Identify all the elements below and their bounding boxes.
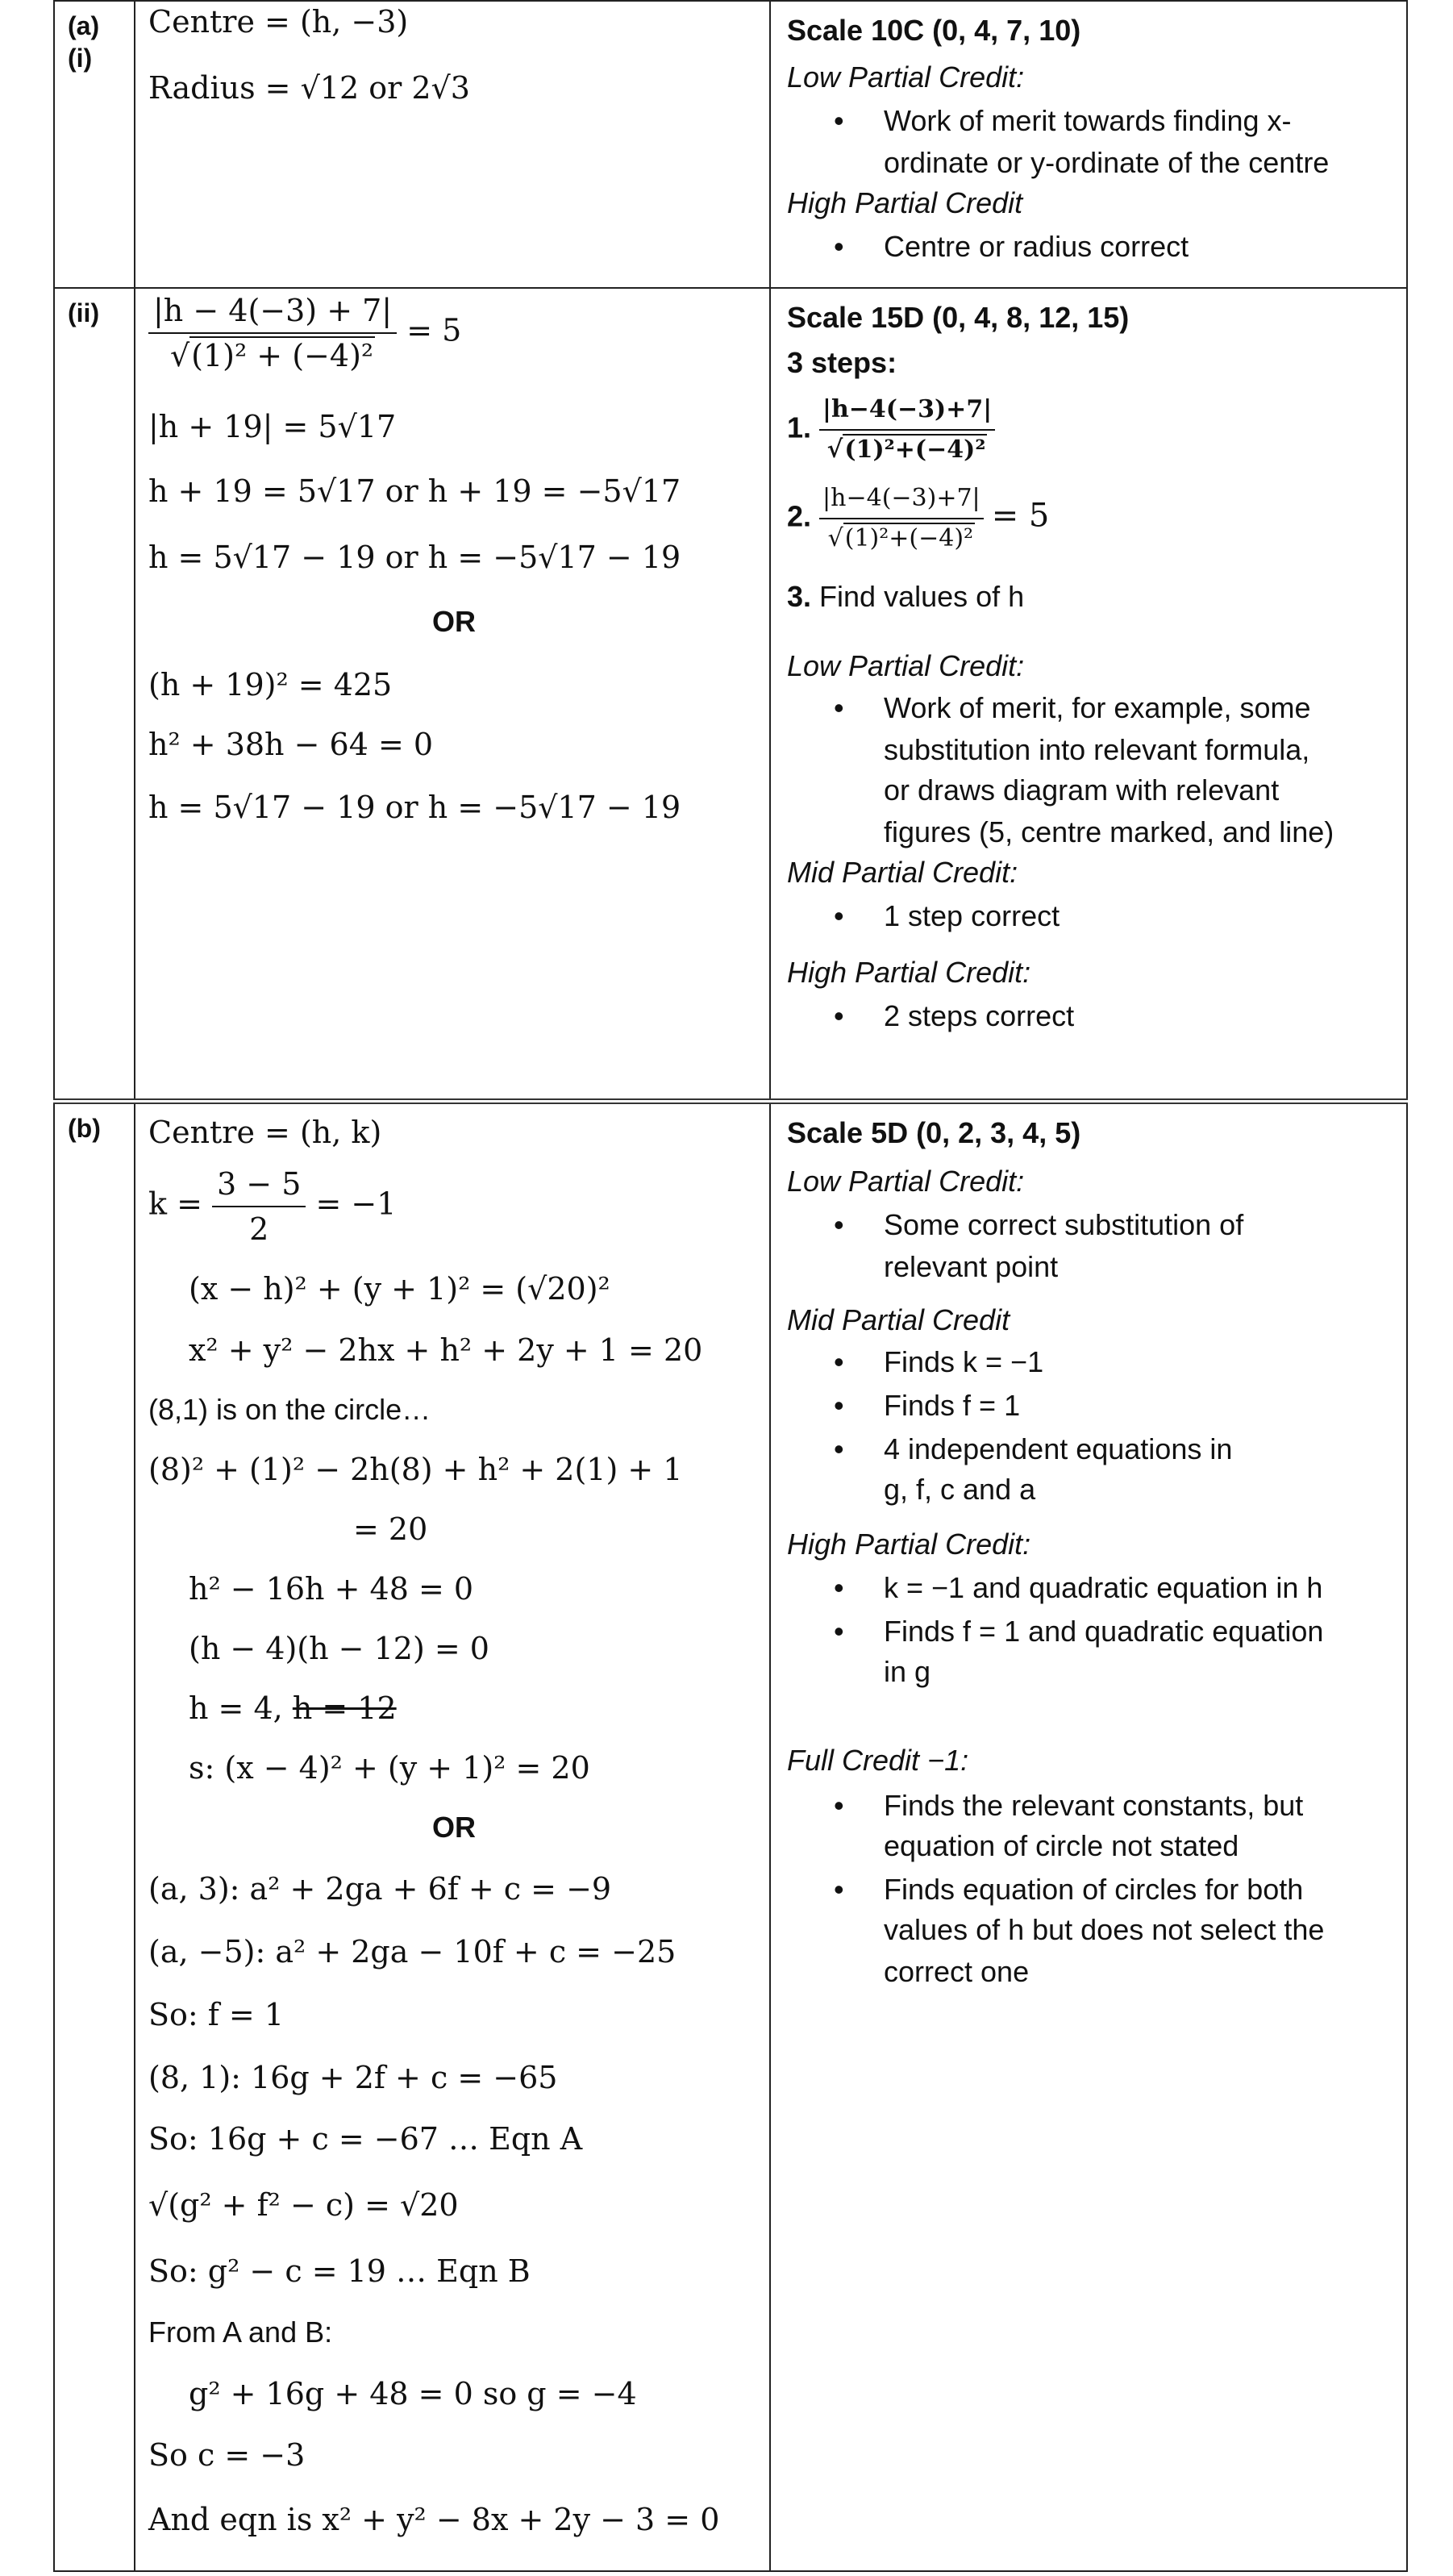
low-credit-heading: Low Partial Credit: [787, 1165, 1025, 1198]
sol-line: s: (x − 4)² + (y + 1)² = 20 [189, 1750, 590, 1786]
sol-line: (8,1) is on the circle… [148, 1393, 431, 1426]
sol-line: (8)² + (1)² − 2h(8) + h² + 2(1) + 1 [148, 1452, 683, 1487]
bullet-item: • Work of merit towards finding x- [884, 103, 1292, 139]
bullet-item: • Finds the relevant constants, but [884, 1788, 1303, 1824]
bullet-item: • 2 steps correct [884, 998, 1074, 1034]
sol-line: √(g² + f² − c) = √20 [148, 2187, 459, 2223]
bullet-item: • Finds k = −1 [884, 1344, 1043, 1380]
low-credit-heading: Low Partial Credit: [787, 649, 1025, 682]
mid-credit-heading: Mid Partial Credit: [787, 856, 1018, 889]
distance-fraction: $\frac{|h - 4(-3) + 7|}{\text{√(1)² + (−4)²}}$ = 5 [148, 292, 461, 374]
step-1: 1. $\frac{|h-4(-3)+7|}{\text{√(1)²+(−4)²}}$ [787, 392, 995, 468]
sol-line: h = 5√17 − 19 or h = −5√17 − 19 [148, 790, 681, 825]
solution-a-i [135, 1, 770, 288]
bullet-continuation: figures (5, centre marked, and line) [884, 815, 1334, 848]
bullet-continuation: or draws diagram with relevant [884, 773, 1280, 807]
sol-line: Centre = (h, −3) [148, 4, 409, 40]
bullet-item: • 1 step correct [884, 898, 1060, 934]
marks-a-ii [770, 288, 1407, 1102]
sol-line: (a, 3): a² + 2ga + 6f + c = −9 [148, 1871, 612, 1907]
sol-line: So: 16g + c = −67 … Eqn A [148, 2121, 583, 2157]
marks-a-i [770, 1, 1407, 288]
sol-line: h² + 38h − 64 = 0 [148, 727, 434, 762]
bullet-continuation: equation of circle not stated [884, 1829, 1239, 1862]
sol-line: (h + 19)² = 425 [148, 667, 393, 702]
row-a-i [54, 1, 1407, 288]
sol-line: g² + 16g + 48 = 0 so g = −4 [189, 2376, 637, 2411]
sol-line: |h + 19| = 5√17 [148, 409, 397, 444]
sol-line: = 20 [353, 1511, 428, 1547]
scale-heading: Scale 15D (0, 4, 8, 12, 15) [787, 301, 1130, 334]
low-credit-heading: Low Partial Credit: [787, 60, 1025, 94]
sol-line: (h − 4)(h − 12) = 0 [189, 1631, 489, 1666]
row-b [54, 1102, 1407, 2572]
sol-line: (8, 1): 16g + 2f + c = −65 [148, 2060, 558, 2095]
bullet-continuation: values of h but does not select the [884, 1913, 1325, 1946]
bullet-continuation: in g [884, 1655, 931, 1688]
or-divider: OR [432, 1811, 476, 1844]
bullet-continuation: correct one [884, 1955, 1030, 1988]
steps-heading: 3 steps: [787, 346, 897, 379]
struck-out-root: h = 12 [292, 1690, 397, 1726]
bullet-item: • 4 independent equations in [884, 1432, 1232, 1467]
mid-credit-heading: Mid Partial Credit [787, 1303, 1010, 1336]
bullet-item: • Work of merit, for example, some [884, 690, 1311, 726]
scale-heading: Scale 5D (0, 2, 3, 4, 5) [787, 1116, 1081, 1149]
part-label-a-i: (a) (i) [68, 11, 100, 73]
sol-line: (a, −5): a² + 2ga − 10f + c = −25 [148, 1934, 677, 1970]
sol-line: From A and B: [148, 2315, 333, 2349]
step-2: 2. $\frac{|h-4(-3)+7|}{\text{√(1)²+(−4)²}}$ = 5 [787, 481, 1049, 556]
bullet-continuation: g, f, c and a [884, 1473, 1036, 1506]
scale-heading: Scale 10C (0, 4, 7, 10) [787, 14, 1081, 47]
bullet-item: • Centre or radius correct [884, 229, 1189, 265]
bullet-continuation: relevant point [884, 1250, 1059, 1283]
sol-line: So: g² − c = 19 … Eqn B [148, 2253, 531, 2289]
part-label-a-ii: (ii) [68, 298, 100, 327]
step-3: 3. Find values of h [787, 580, 1025, 613]
solution-a-ii [135, 288, 770, 1102]
marks-b [770, 1102, 1407, 2572]
bullet-item: • Finds equation of circles for both [884, 1872, 1303, 1907]
sol-line: h = 5√17 − 19 or h = −5√17 − 19 [148, 540, 681, 575]
sol-line: So: f = 1 [148, 1997, 285, 2032]
marking-scheme-table [53, 0, 1408, 2572]
sol-line: h + 19 = 5√17 or h + 19 = −5√17 [148, 473, 681, 509]
bullet-item: • Finds f = 1 [884, 1388, 1020, 1423]
bullet-item: • Finds f = 1 and quadratic equation [884, 1614, 1323, 1649]
full-credit-heading: Full Credit −1: [787, 1744, 969, 1777]
sol-line: (x − h)² + (y + 1)² = (√20)² [189, 1271, 610, 1307]
sol-line: Centre = (h, k) [148, 1115, 382, 1150]
sol-line: h² − 16h + 48 = 0 [189, 1571, 474, 1607]
sol-line: And eqn is x² + y² − 8x + 2y − 3 = 0 [148, 2502, 720, 2537]
bullet-item: • k = −1 and quadratic equation in h [884, 1570, 1322, 1606]
bullet-continuation: ordinate or y-ordinate of the centre [884, 146, 1330, 179]
sol-line: So c = −3 [148, 2437, 306, 2473]
k-fraction: k = $\frac{3 - 5}{2}$ = −1 [148, 1166, 397, 1247]
part-label-b: (b) [68, 1114, 101, 1143]
high-credit-heading: High Partial Credit: [787, 1528, 1031, 1561]
or-divider: OR [432, 605, 476, 638]
solution-b [135, 1102, 770, 2572]
high-credit-heading: High Partial Credit [787, 186, 1023, 219]
bullet-item: • Some correct substitution of [884, 1207, 1243, 1243]
bullet-continuation: substitution into relevant formula, [884, 733, 1310, 766]
high-credit-heading: High Partial Credit: [787, 956, 1031, 989]
sol-line: Radius = √12 or 2√3 [148, 70, 470, 106]
sol-line: x² + y² − 2hx + h² + 2y + 1 = 20 [189, 1332, 703, 1368]
row-a-ii [54, 288, 1407, 1102]
sol-line: h = 4, h = 12 [189, 1690, 397, 1726]
